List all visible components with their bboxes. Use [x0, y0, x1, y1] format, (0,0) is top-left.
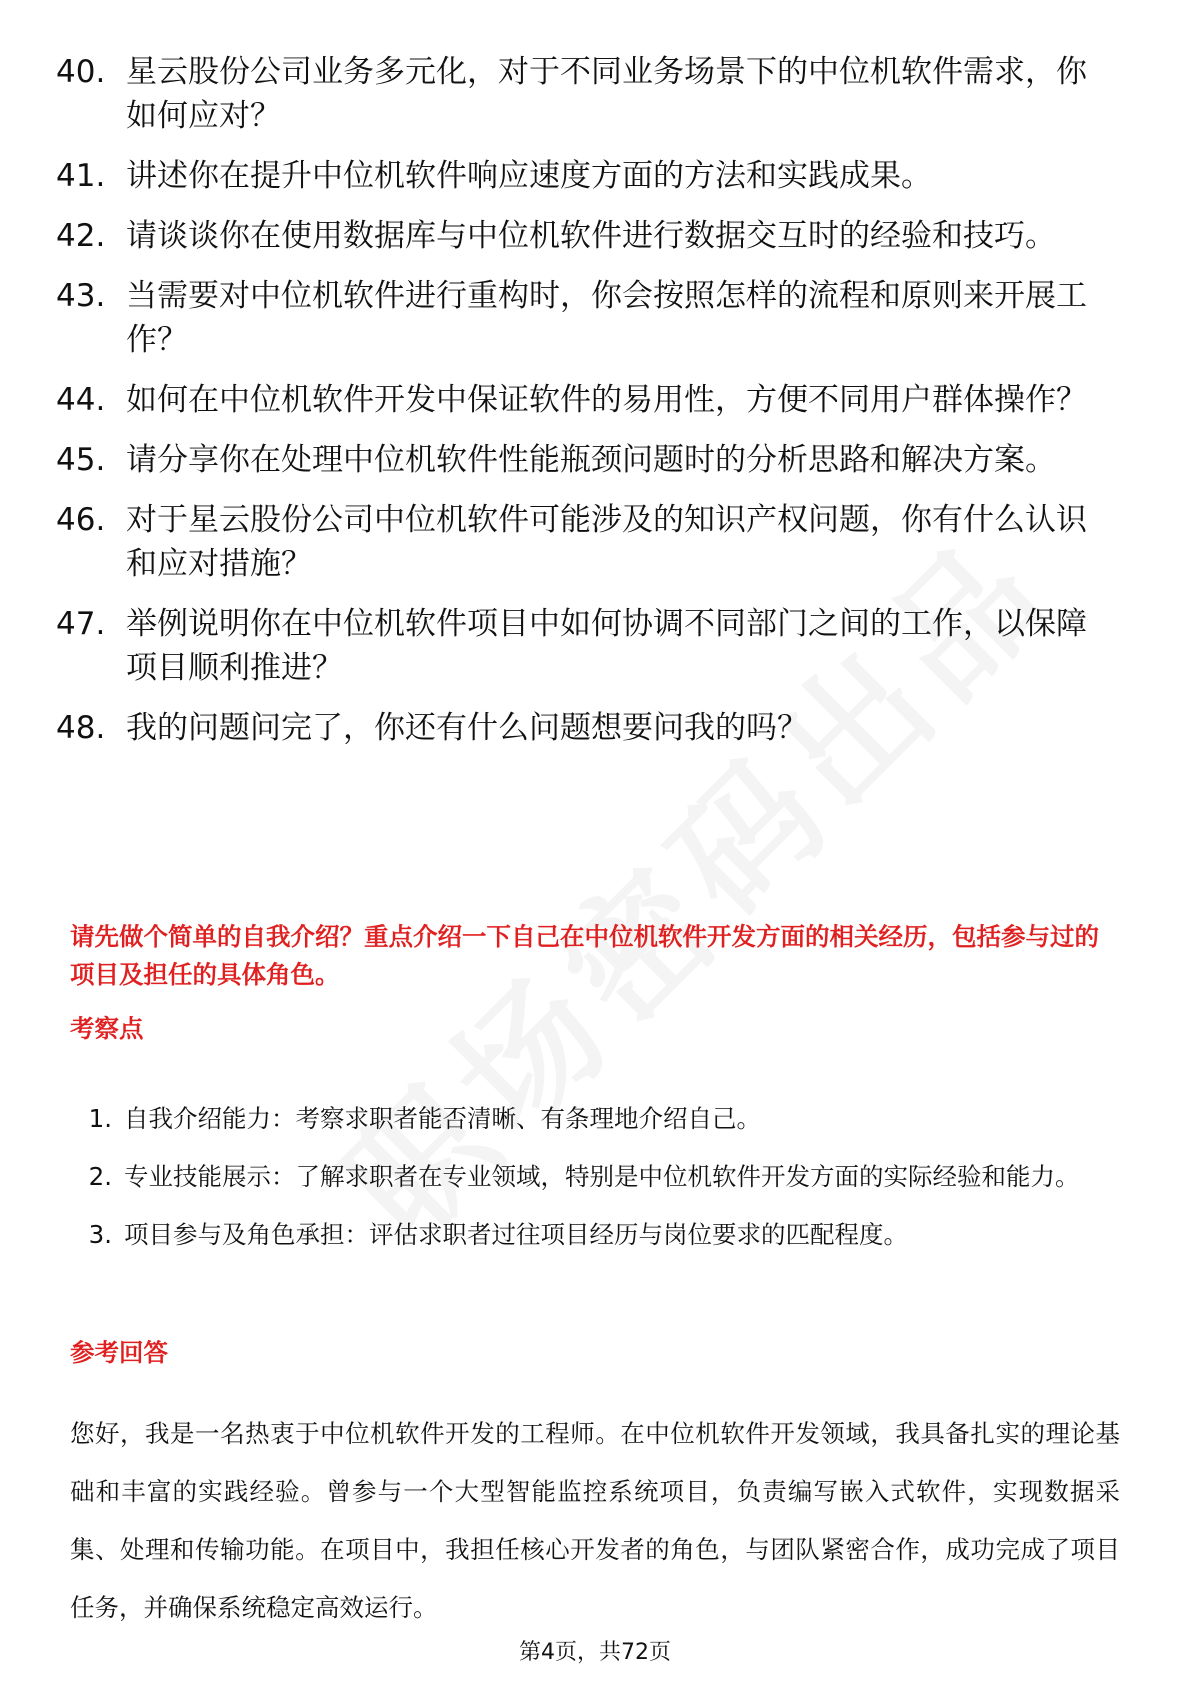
answer-label: 参考回答 [70, 1338, 168, 1367]
point-number: 2. [88, 1162, 112, 1191]
list-item [56, 438, 1116, 482]
question-number: 40. [56, 54, 106, 90]
question-number: 46. [56, 502, 106, 538]
list-item [56, 214, 1116, 258]
question-number: 47. [56, 606, 106, 642]
question-number: 43. [56, 278, 106, 314]
question-text: 请谈谈你在使用数据库与中位机软件进行数据交互时的经验和技巧。 [126, 218, 1056, 254]
list-item [70, 1148, 1120, 1206]
point-text: 项目参与及角色承担：评估求职者过往项目经历与岗位要求的匹配程度。 [124, 1220, 908, 1249]
point-text: 自我介绍能力：考察求职者能否清晰、有条理地介绍自己。 [124, 1104, 761, 1133]
question-number: 41. [56, 158, 106, 194]
list-item [56, 274, 1116, 362]
list-item [56, 378, 1116, 422]
points-list [70, 1090, 1120, 1264]
question-text: 星云股份公司业务多元化，对于不同业务场景下的中位机软件需求，你如何应对？ [126, 54, 1087, 134]
points-label: 考察点 [70, 1014, 144, 1043]
list-item [56, 706, 1116, 750]
question-text: 举例说明你在中位机软件项目中如何协调不同部门之间的工作，以保障项目顺利推进？ [126, 606, 1087, 686]
list-item [70, 1090, 1120, 1148]
question-text: 当需要对中位机软件进行重构时，你会按照怎样的流程和原则来开展工作？ [126, 278, 1087, 358]
list-item [70, 1206, 1120, 1264]
question-number: 48. [56, 710, 106, 746]
question-text: 请分享你在处理中位机软件性能瓶颈问题时的分析思路和解决方案。 [126, 442, 1056, 478]
list-item [56, 154, 1116, 198]
list-item [56, 50, 1116, 138]
point-number: 3. [88, 1220, 112, 1249]
point-text: 专业技能展示：了解求职者在专业领域，特别是中位机软件开发方面的实际经验和能力。 [124, 1162, 1080, 1191]
question-text: 对于星云股份公司中位机软件可能涉及的知识产权问题，你有什么认识和应对措施？ [126, 502, 1087, 582]
page-footer: 第4页，共72页 [519, 1640, 671, 1665]
question-text: 讲述你在提升中位机软件响应速度方面的方法和实践成果。 [126, 158, 932, 194]
list-item [56, 602, 1116, 690]
question-heading: 请先做个简单的自我介绍？重点介绍一下自己在中位机软件开发方面的相关经历，包括参与过的项目及担任的具体角色。 [70, 922, 1099, 989]
question-number: 45. [56, 442, 106, 478]
question-number: 44. [56, 382, 106, 418]
question-number: 42. [56, 218, 106, 254]
answer-text: 您好，我是一名热衷于中位机软件开发的工程师。在中位机软件开发领域，我具备扎实的理论基础和丰富的实践经验。曾参与一个大型智能监控系统项目，负责编写嵌入式软件，实现数据采集、处理和传输功能。在项目中，我担任核心开发者的角色，与团队紧密合作，成功完成了项目任务，并确保系统稳定高效运行。 [70, 1419, 1120, 1622]
question-text: 我的问题问完了，你还有什么问题想要问我的吗？ [126, 710, 808, 746]
question-list [56, 50, 1116, 766]
point-number: 1. [88, 1104, 112, 1133]
question-text: 如何在中位机软件开发中保证软件的易用性，方便不同用户群体操作？ [126, 382, 1087, 418]
list-item [56, 498, 1116, 586]
